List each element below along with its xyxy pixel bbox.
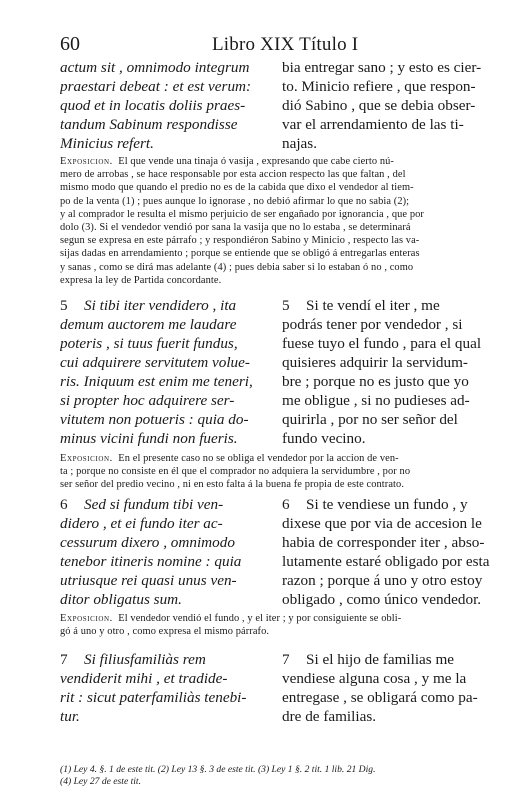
latin-line: cessurum dixero , omnimodo (60, 534, 235, 551)
latin-line: ris. Iniquum est enim me teneri, (60, 373, 253, 390)
latin-line: didero , et ei fundo iter ac- (60, 515, 223, 532)
exposition-label: Exposicion. (60, 613, 113, 624)
spanish-line: bre ; porque no es justo que yo (282, 373, 469, 390)
spanish-line: Si te vendiese un fundo , y (306, 496, 468, 513)
exposition-line: El vendedor vendió el fundo , y el iter ; y por consiguiente se obli- (118, 613, 402, 624)
latin-line: tandum Sabinum respondisse (60, 116, 238, 133)
spanish-line: dre de familias. (282, 708, 377, 725)
latin-column (60, 58, 274, 153)
footnote-line: (4) Ley 27 de este tit. (60, 776, 141, 787)
latin-line: Minicius refert. (60, 135, 154, 152)
spanish-line: habia de corresponder iter , abso- (282, 534, 485, 551)
exposition-line: sijas dadas en arrendamiento ; porque se entiende que se obligó á entregarlas enteras (60, 248, 420, 260)
latin-line: tenebor itineris nomine : quia (60, 553, 242, 570)
latin-line: vitutem non potueris : quia do- (60, 411, 249, 428)
spanish-line: fundo vecino. (282, 430, 366, 447)
exposition-line: mismo modo que quando el predio no es de la cabida que dixo el vendedor al tiem- (60, 182, 414, 194)
exposition-block (60, 155, 490, 287)
spanish-column (282, 495, 490, 609)
spanish-line: podrás tener por vendedor , si (282, 316, 463, 333)
latin-line: rit : sicut paterfamiliàs tenebi- (60, 689, 247, 706)
exposition-line: gó á uno y otro , como expresa el mismo párrafo. (60, 626, 270, 638)
spanish-line: fuese tuyo el fundo , para el qual (282, 335, 482, 352)
spanish-line: lutamente estaré obligado por esta (282, 553, 490, 570)
exposition-line: dolo (3). Si el vendedor vendió por sana la vasija que no lo estaba , se determinará (60, 222, 411, 234)
latin-line: Sed si fundum tibi ven- (84, 496, 224, 513)
page-number: 60 (60, 33, 80, 55)
footnote-line: (1) Ley 4. §. 1 de este tit. (2) Ley 13 §. 3 de este tit. (3) Ley 1 §. 2 tit. 1 lib. 21 Dig. (60, 764, 376, 775)
exposition-block (60, 452, 490, 492)
exposition-line: segun se expresa en este párrafo ; y respondiéron Sabino y Minicio , respecto las va- (60, 235, 420, 247)
spanish-line: Si el hijo de familias me (306, 651, 455, 668)
latin-line: ditor obligatus sum. (60, 591, 182, 608)
spanish-line: obligado , como único vendedor. (282, 591, 482, 608)
spanish-line: najas. (282, 135, 318, 152)
spanish-line: entregase , se obligará como pa- (282, 689, 478, 706)
spanish-line: dió Sabino , que se debia obser- (282, 97, 476, 114)
section-number: 7 (60, 651, 68, 668)
spanish-line: Si te vendí el iter , me (306, 297, 440, 314)
spanish-column (282, 650, 490, 726)
latin-line: si propter hoc adquirere ser- (60, 392, 235, 409)
latin-line: Si filiusfamiliàs rem (84, 651, 206, 668)
exposition-line: y sanas , como se dirá mas adelante (4) ; pues debia saber si lo estaban ó no , como (60, 261, 414, 273)
spanish-line: razon ; porque á uno y otro estoy (282, 572, 483, 589)
section-number: 6 (282, 496, 290, 513)
section-number: 5 (282, 297, 290, 314)
latin-line: cui adquirere servitutem volue- (60, 354, 250, 371)
latin-line: utriusque rei quasi unus ven- (60, 572, 237, 589)
spanish-column (282, 296, 490, 448)
latin-line: poteris , si tuus fuerit fundus, (60, 335, 238, 352)
exposition-line: ser señor del predio vecino , ni en esto falta á la buena fe propia de este contrato. (60, 479, 405, 491)
latin-line: actum sit , omnimodo integrum (60, 59, 250, 76)
exposition-line: En el presente caso no se obliga el vendedor por la accion de ven- (118, 453, 399, 464)
latin-line: praestari debeat : et est verum: (60, 78, 252, 95)
latin-line: minus vicini fundi non fueris. (60, 430, 238, 447)
latin-line: Si tibi iter vendidero , ita (84, 297, 237, 314)
exposition-line: El que vende una tinaja ó vasija , expresando que cabe cierto nú- (118, 156, 394, 167)
exposition-line: expresa la ley de Partida concordante. (60, 274, 222, 286)
running-title: Libro XIX Título I (212, 34, 359, 55)
spanish-line: quisieres adquirir la servidum- (282, 354, 468, 371)
exposition-line: po de la venta (1) ; pues aunque lo ignorase , no debió afirmar lo que no sabia (2); (60, 195, 410, 207)
exposition-label: Exposicion. (60, 453, 113, 464)
section-number: 5 (60, 297, 68, 314)
exposition-block (60, 612, 490, 638)
exposition-line: ta ; porque no consiste en él que el comprador no adquiera la servidumbre , por no (60, 466, 411, 478)
spanish-line: quirirla , por no ser señor del (282, 411, 458, 428)
section-number: 7 (282, 651, 290, 668)
latin-column (60, 296, 274, 448)
spanish-line: dixese que por via de accesion le (282, 515, 482, 532)
page-header (60, 33, 492, 57)
latin-line: quod et in locatis doliis praes- (60, 97, 246, 114)
spanish-column (282, 58, 490, 153)
spanish-line: me obligue , si no pudieses ad- (282, 392, 470, 409)
latin-column (60, 650, 274, 726)
latin-line: demum auctorem me laudare (60, 316, 237, 333)
exposition-line: y al comprador le resulta el mismo perjuicio de ser engañado por ignorancia , que por (60, 208, 424, 220)
spanish-line: to. Minicio refiere , que respon- (282, 78, 476, 95)
spanish-line: vendiese alguna cosa , y me la (282, 670, 467, 687)
spanish-line: bia entregar sano ; y esto es cier- (282, 59, 482, 76)
footnotes (60, 764, 490, 788)
spanish-line: var el arrendamiento de las ti- (282, 116, 464, 133)
section-number: 6 (60, 496, 68, 513)
latin-line: tur. (60, 708, 80, 725)
latin-line: vendiderit mihi , et tradide- (60, 670, 228, 687)
exposition-label: Exposicion. (60, 156, 113, 167)
exposition-line: mero de arrobas , se hace responsable por esta accion respecto las que faltan , del (60, 169, 406, 181)
latin-column (60, 495, 274, 609)
